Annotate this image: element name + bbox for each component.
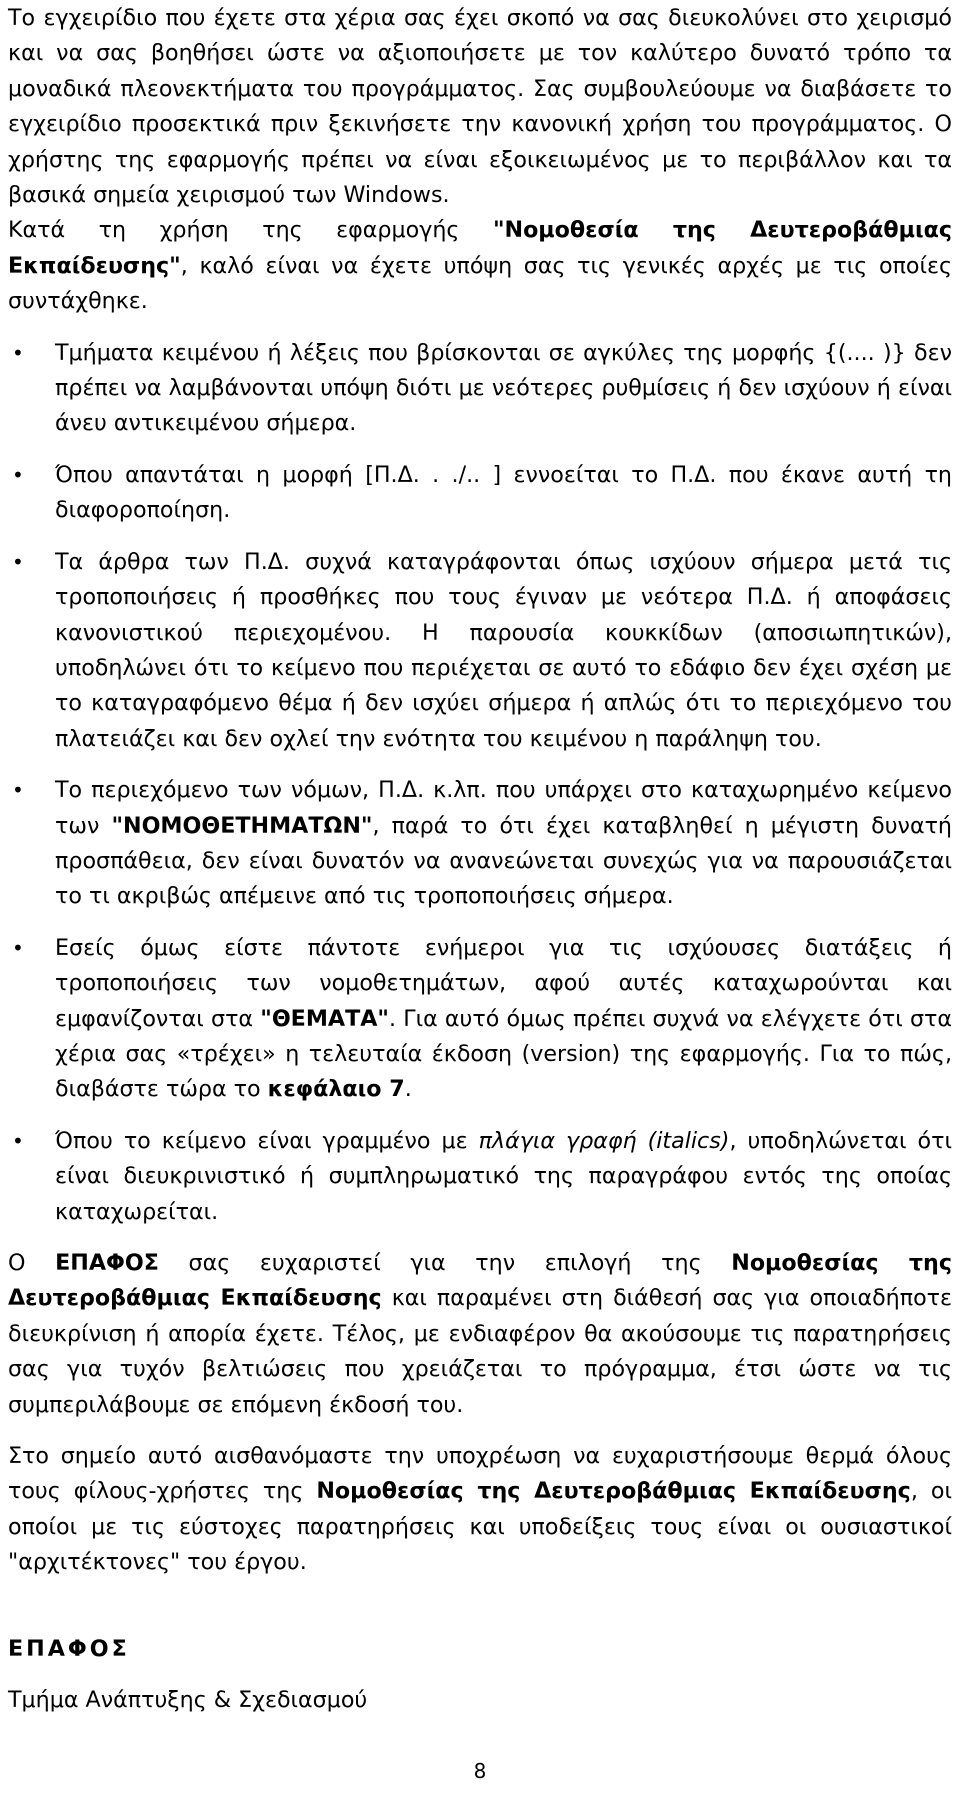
signature-company: ΕΠΑΦΟΣ [8,1635,130,1662]
document-page [8,0,952,1718]
app-name-bold: Νομοθεσίας της Δευτεροβάθμιας Εκπαίδευσης [316,1478,911,1505]
list-item [8,931,952,1108]
company-name-bold: ΕΠΑΦΟΣ [55,1250,159,1276]
bullet-icon: • [12,778,24,803]
list-item-text: Τμήματα κειμένου ή λέξεις που βρίσκονται σε αγκύλες της μορφής {(.... )} δεν πρέπει να λαμβάνονται υπόψη διότι με νεότερες ρυθμίσεις ή δεν ισχύουν ή είναι άνευ αντικειμένου σήμερα. [55,339,952,437]
list-item-text: Όπου απαντάται η μορφή [Π.Δ. . ./.. ] εννοείται το Π.Δ. που έκανε αυτή τη διαφοροποίηση. [55,461,952,524]
gratitude-text-end: , οι οποίοι με τις εύστοχες παρατηρήσεις και υποδείξεις τους είναι οι ουσιαστικοί "αρχιτέκτονες" του έργου. [8,1478,952,1576]
intro-paragraph [8,1,952,320]
bullet-icon: • [12,549,24,574]
principles-list [8,336,952,1230]
list-item [8,336,952,442]
app-name-bold: Νομοθεσίας της Δευτεροβάθμιας Εκπαίδευσης [8,1250,952,1312]
list-item-text: Τα άρθρα των Π.Δ. συχνά καταγράφονται όπως ισχύουν σήμερα μετά τις τροποποιήσεις ή προσθήκες που τους έγιναν με νεότερα Π.Δ. ή αποφάσεις κανονιστικού περιεχομένου. Η παρουσία κουκκίδων (αποσιωπητικών), υποδηλώνει ότι το κείμενο που περιέχεται σε αυτό το εδάφιο δεν έχει σχέση με το καταγραφόμενο θέμα ή δεν ισχύει σήμερα ή απλώς ότι το περιεχόμενο του πλατειάζει και δεν οχλεί την ενότητα του κειμένου η παράληψη του. [55,548,952,752]
thanks-paragraph [8,1246,952,1423]
intro-text: Το εγχειρίδιο που έχετε στα χέρια σας έχει σκοπό να σας διευκολύνει στο χειρισμό και να σας βοηθήσει ώστε να αξιοποιήσετε με τον καλύτερο δυνατό τρόπο τα μοναδικά πλεονεκτήματα του προγράμματος. Σας συμβουλεύουμε να διαβάσετε το εγχειρίδιο προσεκτικά πριν ξεκινήσετε την κανονική χρήση του προγράμματος. Ο χρήστης της εφαρμογής πρέπει να είναι εξοικειωμένος με το περιβάλλον και τα βασικά σημεία χειρισμού των Windows. [8,5,952,209]
list-item-text: Εσείς όμως είστε πάντοτε ενήμεροι για τις ισχύουσες διατάξεις ή τροποποιήσεις των νομοθετημάτων, αφού αυτές καταχωρούνται και εμφανίζονται στα [55,934,952,1032]
list-item-text-middle: . Για αυτό όμως πρέπει συχνά να ελέγχετε ότι στα χέρια σας «τρέχει» η τελευταία έκδοση (version) της εφαρμογής. Για το πώς, διαβάστε τώρα το [55,1005,953,1103]
italics-example: πλάγια γραφή (italics) [478,1127,730,1154]
topics-bold: "ΘΕΜΑΤΑ" [260,1005,389,1032]
intro-usage-text-end: , καλό είναι να έχετε υπόψη σας τις γενικές αρχές με τις οποίες συντάχθηκε. [8,252,952,315]
list-item [8,458,952,529]
chapter-reference-bold: κεφάλαιο 7 [267,1076,405,1103]
signature-department: Τμήμα Ανάπτυξης & Σχεδιασμού [8,1687,368,1714]
list-item [8,1124,952,1230]
gratitude-paragraph [8,1439,952,1581]
bullet-icon: • [12,462,24,487]
bullet-icon: • [12,935,24,960]
list-item-text-end: , υποδηλώνεται ότι είναι διευκρινιστικό ή συμπληρωματικό της παραγράφου εντός της οποίας καταχωρείται. [55,1127,952,1225]
bullet-icon: • [12,340,24,365]
page-number: 8 [473,1759,487,1783]
intro-usage-text: Κατά τη χρήση της εφαρμογής [8,217,493,244]
thanks-text: Ο [8,1250,56,1276]
list-item-text: Όπου το κείμενο είναι γραμμένο με [55,1127,479,1154]
list-item-text-end: . [404,1076,412,1103]
thanks-text-middle: σας ευχαριστεί για την επιλογή της [158,1250,732,1276]
thanks-text-end: και παραμένει στη διάθεσή σας για οποιαδήποτε διευκρίνιση ή απορία έχετε. Τέλος, με ενδιαφέρον θα ακούσουμε τις παρατηρήσεις σας για τυχόν βελτιώσεις που χρειάζεται το πρόγραμμα, έτσι ώστε να τις συμπεριλάβουμε σε επόμενη έκδοσή του. [8,1285,953,1418]
list-item-text-end: , παρά το ότι έχει καταβληθεί η μέγιστη δυνατή προσπάθεια, δεν είναι δυνατόν να ανανεώνεται συνεχώς για να παρουσιάζεται το τι ακριβώς απέμεινε από τις τροποποιήσεις σήμερα. [55,812,952,910]
list-item-text: Το περιεχόμενο των νόμων, Π.Δ. κ.λπ. που υπάρχει στο καταχωρημένο κείμενο των [55,777,952,839]
list-item [8,545,952,757]
app-name-bold: "Νομοθεσία της Δευτεροβάθμιας Εκπαίδευσης" [8,217,952,279]
gratitude-text: Στο σημείο αυτό αισθανόμαστε την υποχρέωση να ευχαριστήσουμε θερμά όλους τους φίλους-χρήστες της [8,1443,952,1505]
bullet-icon: • [12,1128,24,1153]
legislation-bold: "ΝΟΜΟΘΕΤΗΜΑΤΩΝ" [111,812,373,839]
list-item [8,773,952,915]
